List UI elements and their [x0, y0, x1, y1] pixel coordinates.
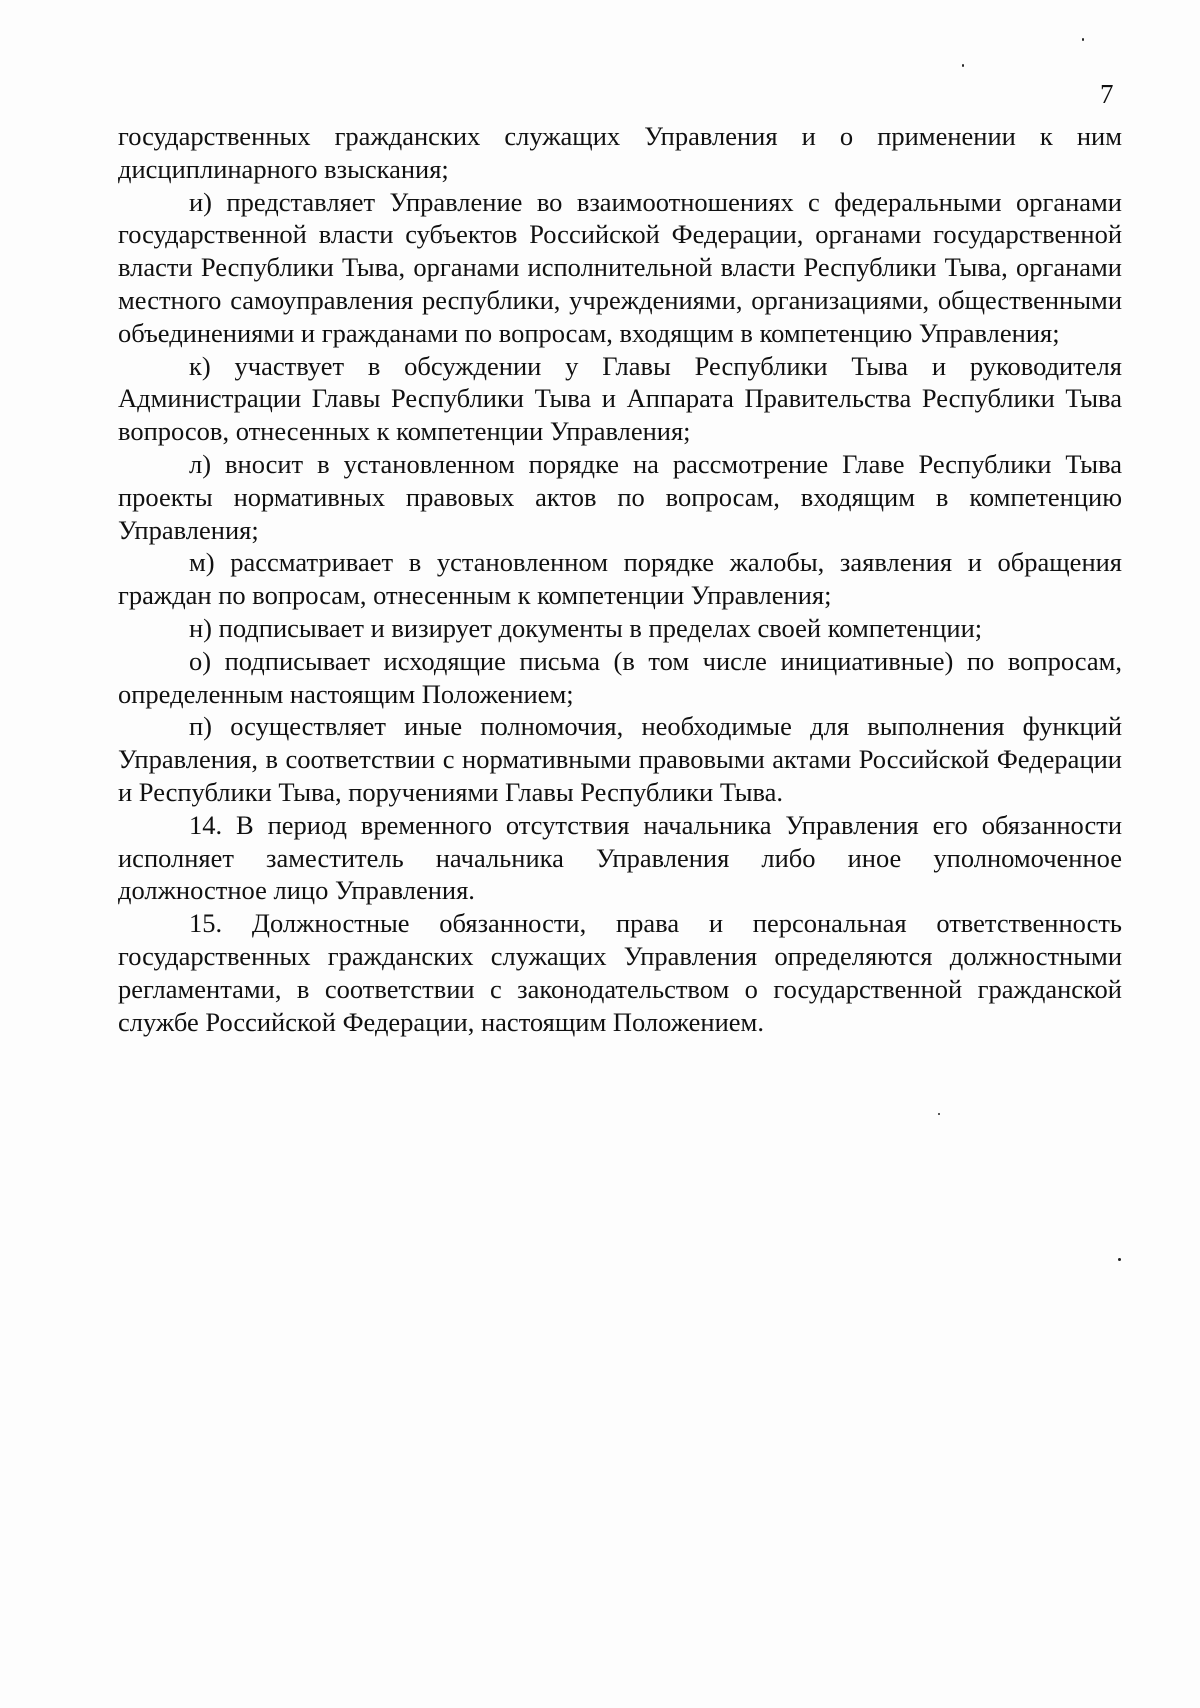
paragraph-item-m: м) рассматривает в установленном порядке жалобы, заявления и обращения граждан по вопросам, отнесенным к компетенции Управления; [118, 547, 1122, 611]
paragraph-item-k: к) участвует в обсуждении у Главы Республики Тыва и руководителя Администрации Главы Республики Тыва и Аппарата Правительства Республики Тыва вопросов, отнесенных к компетенции Управления; [118, 350, 1122, 447]
scan-speck [1118, 1258, 1121, 1261]
paragraph-continuation: государственных гражданских служащих Управления и о применении к ним дисциплинарного взыскания; [118, 121, 1122, 184]
paragraph-item-p: п) осуществляет иные полномочия, необходимые для выполнения функций Управления, в соответствии с нормативными правовыми актами Российской Федерации и Республики Тыва, поручениями Главы Республики Тыва. [118, 711, 1122, 807]
paragraph-section-14: 14. В период временного отсутствия начальника Управления его обязанности исполняет заместитель начальника Управления либо иное уполномоченное должностное лицо Управления. [118, 809, 1122, 906]
scan-speck [938, 1113, 940, 1115]
paragraph-item-n: н) подписывает и визирует документы в пределах своей компетенции; [189, 612, 983, 643]
paragraph-item-l: л) вносит в установленном порядке на рассмотрение Главе Республики Тыва проекты нормативных правовых актов по вопросам, входящим в компетенцию Управления; [118, 448, 1122, 545]
paragraph-item-i: и) представляет Управление во взаимоотношениях с федеральными органами государственной власти субъектов Российской Федерации, органами государственной власти Республики Тыва, органами исполнительной власти Республики Тыва, органами местного самоуправления республики, учреждениями, организациями, общественными объединениями и гражданами по вопросам, входящим в компетенцию Управления; [118, 186, 1122, 348]
document-body [118, 120, 1122, 1038]
scan-speck [1082, 38, 1084, 41]
paragraph-section-15: 15. Должностные обязанности, права и персональная ответственность государственных гражданских служащих Управления определяются должностными регламентами, в соответствии с законодательством о государственной гражданской службе Российской Федерации, настоящим Положением. [118, 908, 1122, 1037]
scan-speck [962, 64, 964, 67]
paragraph-item-o: о) подписывает исходящие письма (в том числе инициативные) по вопросам, определенным настоящим Положением; [118, 645, 1122, 709]
page-number: 7 [1100, 79, 1114, 109]
